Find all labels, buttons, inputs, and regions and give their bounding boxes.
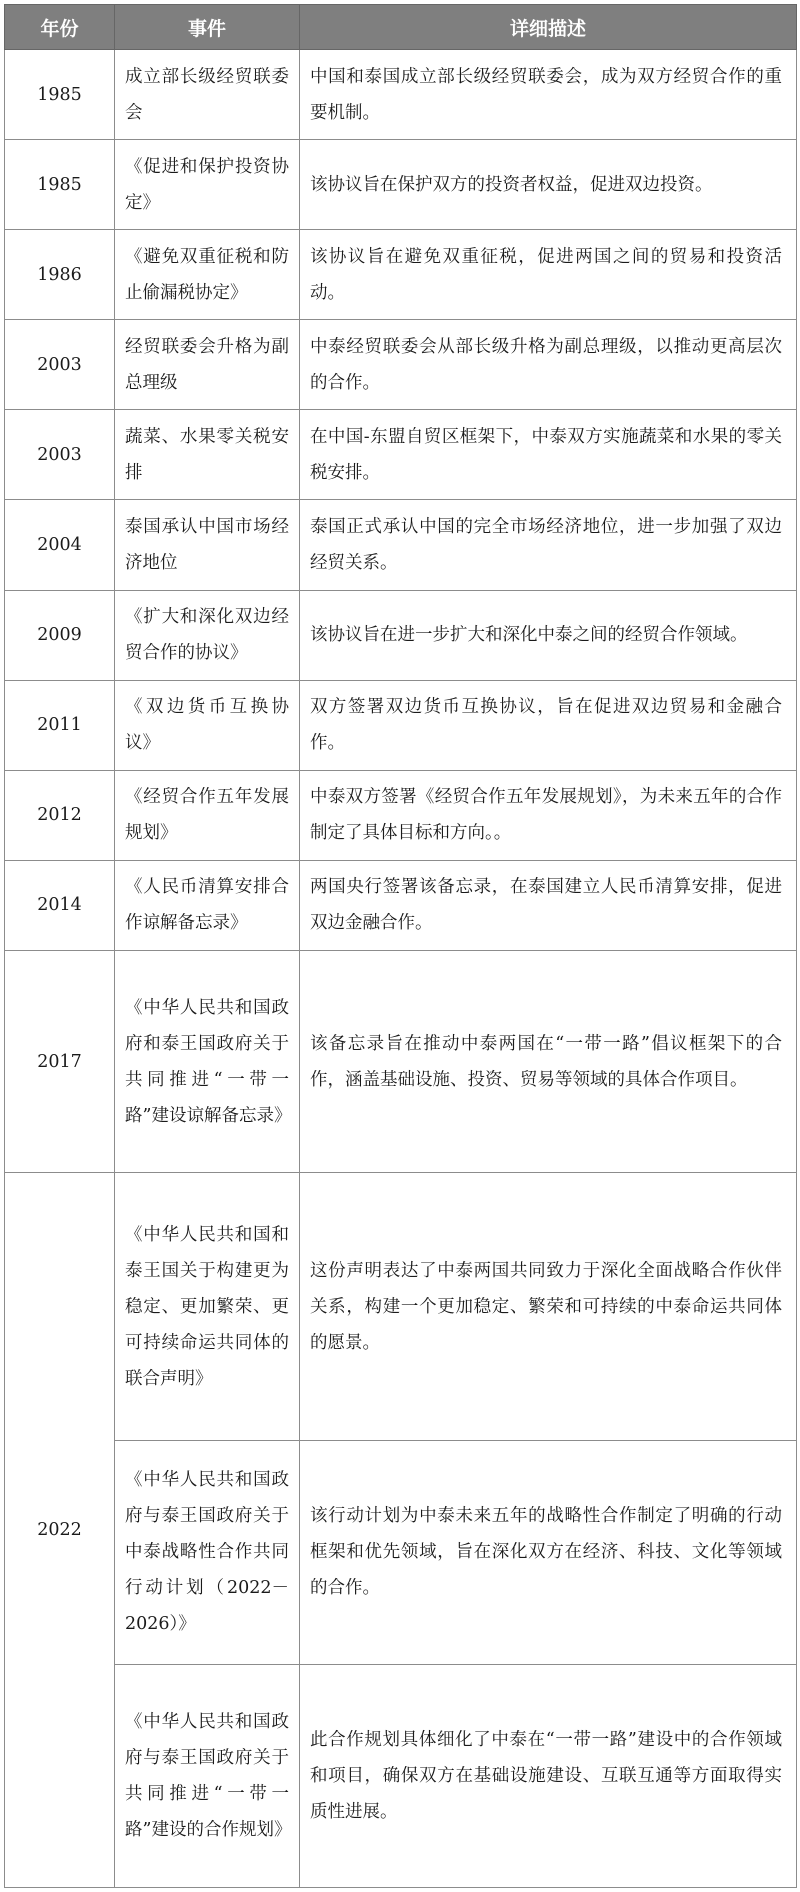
event-cell: 《经贸合作五年发展规划》 — [115, 770, 300, 860]
table-row — [5, 50, 797, 140]
year-cell: 1985 — [5, 140, 115, 230]
event-cell: 经贸联委会升格为副总理级 — [115, 320, 300, 410]
description-cell: 该协议旨在进一步扩大和深化中泰之间的经贸合作领域。 — [300, 590, 797, 680]
table-row — [5, 1664, 797, 1888]
table-row — [5, 230, 797, 320]
table-row — [5, 770, 797, 860]
china-thailand-timeline-table — [4, 4, 797, 1888]
header-desc: 详细描述 — [300, 5, 797, 50]
year-cell: 2009 — [5, 590, 115, 680]
year-cell: 2003 — [5, 320, 115, 410]
header-event: 事件 — [115, 5, 300, 50]
table-row — [5, 680, 797, 770]
table-row — [5, 140, 797, 230]
event-cell: 《避免双重征税和防止偷漏税协定》 — [115, 230, 300, 320]
event-cell: 《中华人民共和国政府与泰王国政府关于中泰战略性合作共同行动计划（2022－2026）》 — [115, 1441, 300, 1664]
description-cell: 此合作规划具体细化了中泰在“一带一路”建设中的合作领域和项目，确保双方在基础设施建设、互联互通等方面取得实质性进展。 — [300, 1664, 797, 1888]
event-cell: 《人民币清算安排合作谅解备忘录》 — [115, 860, 300, 950]
description-cell: 两国央行签署该备忘录，在泰国建立人民币清算安排，促进双边金融合作。 — [300, 860, 797, 950]
table-row — [5, 1173, 797, 1441]
event-cell: 《中华人民共和国政府和泰王国政府关于共同推进“一带一路”建设谅解备忘录》 — [115, 950, 300, 1172]
description-cell: 在中国-东盟自贸区框架下，中泰双方实施蔬菜和水果的零关税安排。 — [300, 410, 797, 500]
description-cell: 该协议旨在避免双重征税，促进两国之间的贸易和投资活动。 — [300, 230, 797, 320]
year-cell: 2022 — [5, 1173, 115, 1888]
table-row — [5, 410, 797, 500]
event-cell: 蔬菜、水果零关税安排 — [115, 410, 300, 500]
table-row — [5, 590, 797, 680]
year-cell: 1985 — [5, 50, 115, 140]
table-row — [5, 860, 797, 950]
header-year: 年份 — [5, 5, 115, 50]
description-cell: 这份声明表达了中泰两国共同致力于深化全面战略合作伙伴关系，构建一个更加稳定、繁荣和可持续的中泰命运共同体的愿景。 — [300, 1173, 797, 1441]
header-row — [5, 5, 797, 50]
event-cell: 成立部长级经贸联委会 — [115, 50, 300, 140]
table-row — [5, 1441, 797, 1664]
event-cell: 《中华人民共和国政府与泰王国政府关于共同推进“一带一路”建设的合作规划》 — [115, 1664, 300, 1888]
year-cell: 2012 — [5, 770, 115, 860]
year-cell: 2004 — [5, 500, 115, 590]
description-cell: 双方签署双边货币互换协议，旨在促进双边贸易和金融合作。 — [300, 680, 797, 770]
description-cell: 该协议旨在保护双方的投资者权益，促进双边投资。 — [300, 140, 797, 230]
description-cell: 中泰经贸联委会从部长级升格为副总理级，以推动更高层次的合作。 — [300, 320, 797, 410]
year-cell: 2011 — [5, 680, 115, 770]
description-cell: 中泰双方签署《经贸合作五年发展规划》，为未来五年的合作制定了具体目标和方向。。 — [300, 770, 797, 860]
year-cell: 2014 — [5, 860, 115, 950]
description-cell: 中国和泰国成立部长级经贸联委会，成为双方经贸合作的重要机制。 — [300, 50, 797, 140]
table-row — [5, 950, 797, 1172]
year-cell: 1986 — [5, 230, 115, 320]
description-cell: 该行动计划为中泰未来五年的战略性合作制定了明确的行动框架和优先领域，旨在深化双方在经济、科技、文化等领域的合作。 — [300, 1441, 797, 1664]
event-cell: 泰国承认中国市场经济地位 — [115, 500, 300, 590]
event-cell: 《促进和保护投资协定》 — [115, 140, 300, 230]
event-cell: 《双边货币互换协议》 — [115, 680, 300, 770]
description-cell: 该备忘录旨在推动中泰两国在“一带一路”倡议框架下的合作，涵盖基础设施、投资、贸易等领域的具体合作项目。 — [300, 950, 797, 1172]
event-cell: 《中华人民共和国和泰王国关于构建更为稳定、更加繁荣、更可持续命运共同体的联合声明》 — [115, 1173, 300, 1441]
table-row — [5, 500, 797, 590]
year-cell: 2003 — [5, 410, 115, 500]
event-cell: 《扩大和深化双边经贸合作的协议》 — [115, 590, 300, 680]
description-cell: 泰国正式承认中国的完全市场经济地位，进一步加强了双边经贸关系。 — [300, 500, 797, 590]
table-row — [5, 320, 797, 410]
year-cell: 2017 — [5, 950, 115, 1172]
